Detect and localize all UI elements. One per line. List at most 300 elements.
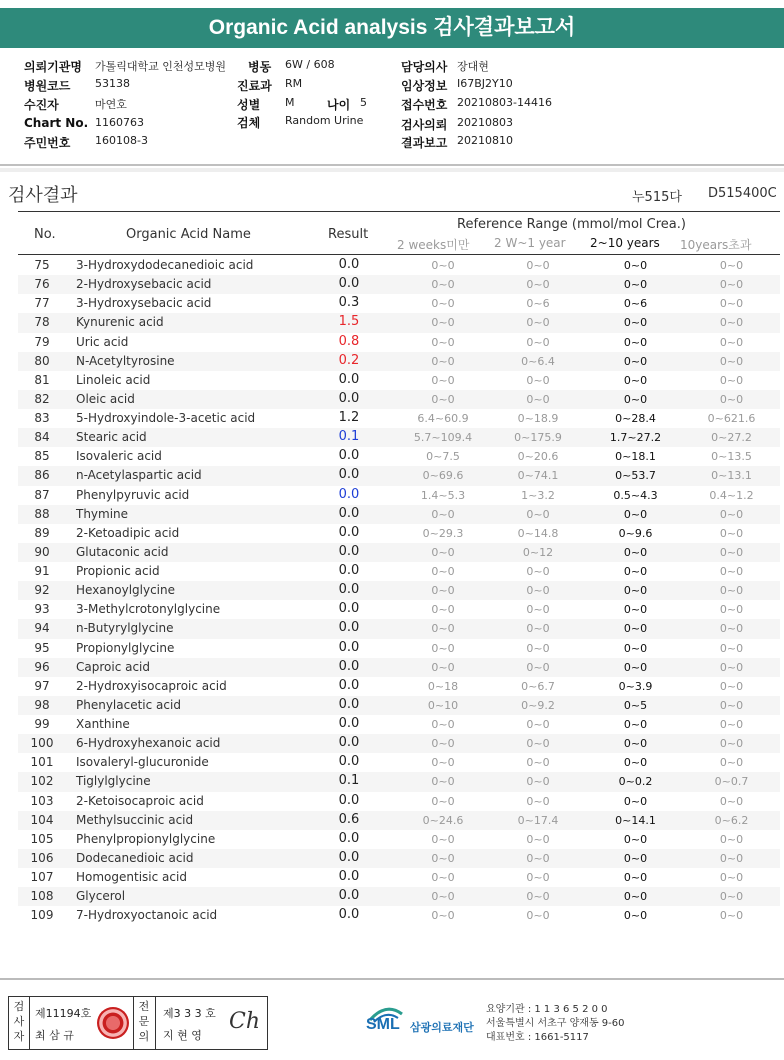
divider (155, 997, 156, 1049)
ref-range-10y-plus: 0~0 (719, 335, 744, 349)
ref-range-2-10y: 0~0 (623, 259, 648, 272)
ref-range-2-10y: 0.5~4.3 (613, 488, 658, 502)
acid-name: 6-Hydroxyhexanoic acid (76, 736, 221, 751)
receipt-no-value: 20210803-14416 (457, 96, 552, 109)
row-no: 78 (34, 315, 50, 330)
ref-range-10y-plus: 0~0 (719, 584, 744, 598)
sex-label: 성별 (237, 98, 261, 112)
result-value: 0.0 (338, 849, 360, 865)
ref-range-2-10y: 0~0 (623, 507, 648, 521)
row-no: 84 (34, 430, 50, 445)
signature: Ch (229, 1009, 261, 1034)
ref-range-2weeks: 0~0 (431, 832, 455, 846)
request-date-value: 20210803 (457, 116, 513, 129)
ref-range-2weeks: 0~0 (431, 297, 455, 311)
ref-range-10y-plus: 0~0 (719, 679, 744, 693)
ref-range-2-10y: 0~0 (623, 737, 648, 751)
table-row (18, 371, 780, 390)
col-header-age3: 2~10 years (590, 236, 660, 250)
divider (0, 164, 784, 166)
ref-range-2-10y: 0~0 (623, 622, 648, 636)
ref-range-2w-1y: 1~3.2 (521, 488, 555, 502)
acid-name: Linoleic acid (76, 372, 151, 387)
footer-contact (486, 1003, 625, 1045)
acid-name: Isovaleryl-glucuronide (76, 755, 209, 770)
ref-range-2w-1y: 0~74.1 (517, 469, 559, 483)
doctor-value: 장대현 (457, 60, 489, 73)
result-value: 0.0 (338, 735, 360, 751)
ref-range-2w-1y: 0~20.6 (517, 450, 559, 464)
row-no: 97 (34, 678, 50, 693)
ref-range-2weeks: 0~0 (431, 316, 455, 330)
ref-range-2w-1y: 0~0 (526, 737, 550, 751)
section-title: 검사결과 (8, 185, 78, 206)
ref-range-2-10y: 0~14.1 (615, 813, 656, 827)
acid-name: Glutaconic acid (76, 544, 169, 559)
clinical-info-label: 임상정보 (401, 79, 448, 93)
report-code-2: D515400C (708, 186, 777, 201)
row-no: 103 (30, 793, 54, 808)
table-row (18, 696, 780, 715)
logo-text: SML (366, 1016, 400, 1033)
ref-range-2w-1y: 0~0 (526, 851, 550, 865)
ref-range-2weeks: 0~0 (431, 775, 455, 789)
ref-range-2-10y: 0~0 (623, 756, 648, 770)
row-no: 81 (34, 372, 50, 387)
table-row (18, 772, 780, 791)
acid-name: Methylsuccinic acid (76, 812, 194, 827)
ref-range-2w-1y: 0~0 (526, 335, 550, 349)
ref-range-2w-1y: 0~0 (526, 278, 550, 292)
clinical-info-value: I67BJ2Y10 (457, 77, 513, 90)
row-no: 104 (30, 812, 54, 827)
ref-range-2weeks: 0~0 (431, 890, 455, 904)
acid-name: n-Acetylaspartic acid (76, 468, 202, 483)
seal-stamp-icon (97, 1007, 129, 1039)
age-value: 5 (360, 96, 367, 109)
acid-name: Hexanoylglycine (76, 583, 176, 598)
row-no: 79 (34, 334, 50, 349)
ref-range-2w-1y: 0~0 (526, 775, 550, 789)
row-no: 106 (30, 850, 54, 865)
row-no: 95 (34, 640, 50, 655)
ref-range-10y-plus: 0~0 (719, 832, 744, 846)
ref-range-2weeks: 0~0 (431, 354, 455, 368)
row-no: 105 (30, 831, 54, 846)
acid-name: 3-Methylcrotonylglycine (76, 602, 221, 617)
ref-range-2w-1y: 0~6 (526, 297, 550, 311)
table-row (18, 313, 780, 332)
ref-range-2w-1y: 0~0 (526, 832, 550, 846)
row-no: 101 (30, 755, 54, 770)
ref-range-2weeks: 0~7.5 (426, 450, 460, 464)
ref-range-2w-1y: 0~0 (526, 909, 550, 923)
table-row (18, 600, 780, 619)
acid-name: Propionic acid (76, 564, 160, 578)
specialist-name: 지 현 영 (163, 1029, 202, 1042)
department-value: RM (285, 77, 303, 90)
result-value: 0.0 (338, 888, 360, 904)
ref-range-2-10y: 0~9.6 (618, 526, 653, 540)
result-value: 0.8 (338, 333, 360, 349)
result-value: 0.0 (338, 505, 360, 521)
report-title: Organic Acid analysis 검사결과보고서 (0, 8, 784, 48)
row-no: 91 (34, 564, 50, 578)
result-value: 0.0 (338, 448, 360, 464)
ref-range-2weeks: 0~0 (431, 373, 455, 387)
acid-name: Phenylacetic acid (76, 697, 181, 712)
acid-name: 2-Hydroxyisocaproic acid (76, 678, 227, 693)
result-value: 0.0 (338, 467, 360, 483)
ref-range-2-10y: 0~0 (623, 871, 648, 884)
acid-name: Oleic acid (76, 391, 135, 406)
row-no: 98 (34, 697, 50, 712)
ref-range-2weeks: 0~0 (431, 718, 455, 731)
ref-range-2w-1y: 0~6.4 (521, 354, 555, 368)
ref-range-2weeks: 5.7~109.4 (413, 431, 473, 445)
institution-label: 의뢰기관명 (24, 60, 82, 74)
result-value: 1.5 (338, 314, 360, 330)
ref-range-2weeks: 6.4~60.9 (417, 412, 469, 425)
ref-range-10y-plus: 0~0 (719, 373, 744, 387)
table-row (18, 581, 780, 600)
request-date-label: 검사의뢰 (401, 118, 448, 132)
ref-range-2weeks: 0~0 (431, 660, 455, 674)
result-value: 0.0 (338, 524, 360, 540)
ref-range-2weeks: 0~0 (431, 794, 455, 808)
ref-range-2weeks: 0~0 (431, 545, 455, 559)
ref-range-2weeks: 0~10 (427, 698, 459, 712)
signature-box (8, 996, 268, 1050)
table-row (18, 849, 780, 868)
result-value: 0.0 (338, 543, 360, 559)
ref-range-2w-1y: 0~0 (526, 794, 550, 808)
ref-range-10y-plus: 0~0 (719, 622, 744, 636)
ref-range-10y-plus: 0~0 (719, 259, 744, 272)
ref-range-2-10y: 0~0 (623, 545, 648, 559)
ref-range-10y-plus: 0~0 (719, 737, 744, 751)
ref-range-10y-plus: 0~13.5 (711, 450, 752, 464)
result-value: 0.3 (338, 295, 360, 311)
ref-range-10y-plus: 0~0 (719, 660, 744, 674)
row-no: 109 (30, 908, 54, 923)
ref-range-2w-1y: 0~0 (526, 641, 550, 655)
table-row (18, 256, 780, 275)
ref-range-10y-plus: 0~0 (719, 909, 744, 923)
acid-name: 3-Hydroxysebacic acid (76, 296, 212, 311)
table-row (18, 887, 780, 906)
acid-name: 2-Ketoadipic acid (76, 525, 180, 540)
result-value: 0.0 (338, 639, 360, 655)
result-value: 0.0 (338, 601, 360, 617)
ref-range-2w-1y: 0~18.9 (517, 412, 559, 425)
acid-name: Dodecanedioic acid (76, 850, 194, 865)
patient-label: 수진자 (24, 98, 59, 112)
doctor-label: 담당의사 (401, 60, 448, 74)
ref-range-2w-1y: 0~0 (526, 660, 550, 674)
acid-name: Homogentisic acid (76, 870, 187, 884)
table-row (18, 390, 780, 409)
ref-range-2-10y: 0~0 (623, 718, 648, 731)
report-code-1: 누515다 (632, 190, 682, 205)
hospital-code-label: 병원코드 (24, 79, 71, 93)
receipt-no-label: 접수번호 (401, 98, 448, 112)
divider (29, 997, 30, 1049)
row-no: 89 (34, 525, 50, 540)
ref-range-2-10y: 0~0 (623, 392, 648, 406)
ref-range-2w-1y: 0~0 (526, 622, 550, 636)
ref-range-2-10y: 0~3.9 (618, 679, 653, 693)
ref-range-10y-plus: 0~0 (719, 756, 744, 770)
ref-range-2weeks: 0~0 (431, 584, 455, 598)
acid-name: Propionylglycine (76, 640, 175, 655)
row-no: 108 (30, 889, 54, 904)
age-label: 나이 (327, 98, 351, 112)
table-row (18, 639, 780, 658)
acid-name: Tiglylglycine (76, 774, 151, 789)
row-no: 94 (34, 621, 50, 636)
ref-range-2weeks: 0~0 (431, 603, 455, 617)
ref-range-2weeks: 0~69.6 (422, 469, 464, 483)
ref-range-2weeks: 0~0 (431, 507, 455, 521)
table-row (18, 658, 780, 677)
address: 서울특별시 서초구 양재동 9-60 (486, 1018, 625, 1029)
result-value: 0.0 (338, 830, 360, 846)
chart-no-value: 1160763 (95, 116, 144, 129)
table-row (18, 792, 780, 811)
row-no: 100 (30, 736, 54, 751)
acid-name: Caproic acid (76, 659, 151, 674)
ref-range-10y-plus: 0~621.6 (707, 412, 756, 425)
ref-range-2weeks: 0~0 (431, 622, 455, 636)
table-row (18, 275, 780, 294)
ward-value: 6W / 608 (285, 58, 335, 71)
result-value: 0.0 (338, 620, 360, 636)
ref-range-10y-plus: 0~0 (719, 871, 744, 884)
specimen-label: 검체 (237, 116, 261, 130)
ref-range-2w-1y: 0~0 (526, 507, 550, 521)
ref-range-10y-plus: 0~0 (719, 316, 744, 330)
specimen-value: Random Urine (285, 114, 364, 127)
result-value: 0.0 (338, 371, 360, 387)
row-no: 75 (34, 258, 50, 272)
acid-name: Isovaleric acid (76, 449, 162, 464)
ref-range-2-10y: 0~0 (623, 890, 648, 904)
result-value: 0.6 (338, 811, 360, 827)
result-value: 0.0 (338, 907, 360, 923)
acid-name: 2-Hydroxysebacic acid (76, 277, 212, 292)
ref-range-2weeks: 0~0 (431, 335, 455, 349)
result-value: 0.1 (338, 429, 360, 445)
ref-range-2-10y: 0~18.1 (615, 450, 656, 464)
ref-range-2-10y: 0~0 (623, 603, 648, 617)
sex-value: M (285, 96, 295, 109)
row-no: 85 (34, 449, 50, 464)
acid-name: 5-Hydroxyindole-3-acetic acid (76, 411, 256, 425)
table-row (18, 447, 780, 466)
table-row (18, 811, 780, 830)
result-value: 0.0 (338, 696, 360, 712)
result-value: 0.0 (338, 677, 360, 693)
ref-range-2w-1y: 0~0 (526, 584, 550, 598)
result-value: 1.2 (338, 410, 360, 425)
ref-range-2w-1y: 0~0 (526, 603, 550, 617)
table-row (18, 505, 780, 524)
ref-range-10y-plus: 0~13.1 (711, 469, 752, 483)
row-no: 80 (34, 353, 50, 368)
col-header-name: Organic Acid Name (126, 227, 251, 242)
ref-range-2weeks: 0~18 (427, 679, 459, 693)
table-row (18, 524, 780, 543)
ref-range-2weeks: 0~0 (431, 909, 455, 923)
acid-name: Thymine (76, 506, 129, 521)
resident-no-value: 160108-3 (95, 134, 148, 147)
acid-name: Stearic acid (76, 430, 147, 445)
ref-range-2-10y: 0~0 (623, 794, 648, 808)
ref-range-2w-1y: 0~0 (526, 392, 550, 406)
ref-range-10y-plus: 0~0 (719, 794, 744, 808)
result-value: 0.0 (338, 563, 360, 578)
table-row (18, 562, 780, 581)
ref-range-2-10y: 0~0 (623, 641, 648, 655)
table-row (18, 868, 780, 887)
ref-range-2-10y: 0~0 (623, 584, 648, 598)
institution-value: 가톨릭대학교 인천성모병원 (95, 60, 227, 73)
ref-range-2-10y: 0~0 (623, 354, 648, 368)
ref-range-2-10y: 0~0.2 (618, 775, 653, 789)
ref-range-2w-1y: 0~0 (526, 259, 550, 272)
ref-range-2w-1y: 0~17.4 (517, 813, 559, 827)
ref-range-2-10y: 0~53.7 (615, 469, 656, 483)
row-no: 93 (34, 602, 50, 617)
ref-range-2w-1y: 0~0 (526, 756, 550, 770)
row-no: 76 (34, 277, 50, 292)
ref-range-2-10y: 1.7~27.2 (609, 431, 662, 445)
row-no: 86 (34, 468, 50, 483)
ref-range-2-10y: 0~0 (623, 851, 648, 865)
table-header-rule (18, 254, 780, 255)
table-row (18, 830, 780, 849)
table-row (18, 294, 780, 313)
row-no: 90 (34, 544, 50, 559)
row-no: 96 (34, 659, 50, 674)
ref-range-2weeks: 0~0 (431, 737, 455, 751)
result-value: 0.2 (338, 352, 360, 368)
ref-range-10y-plus: 0~0 (719, 603, 744, 617)
specialist-no: 제3 3 3 호 (163, 1007, 216, 1020)
hospital-code-value: 53138 (95, 77, 130, 90)
ref-range-2-10y: 0~6 (623, 297, 648, 311)
footer-divider (0, 978, 784, 980)
ref-range-2weeks: 0~0 (431, 565, 455, 578)
ref-range-2w-1y: 0~6.7 (521, 679, 555, 693)
results-table-body (18, 256, 780, 925)
row-no: 102 (30, 774, 54, 789)
ref-range-10y-plus: 0~0 (719, 890, 744, 904)
ref-range-2-10y: 0~0 (623, 565, 648, 578)
result-value: 0.0 (338, 276, 360, 292)
ref-range-2w-1y: 0~175.9 (514, 431, 562, 445)
ward-label: 병동 (248, 60, 272, 74)
report-date-label: 결과보고 (401, 136, 448, 150)
ref-range-2w-1y: 0~0 (526, 890, 550, 904)
ref-range-2-10y: 0~28.4 (615, 412, 656, 425)
ref-range-10y-plus: 0~27.2 (711, 431, 752, 445)
ref-range-2w-1y: 0~0 (526, 373, 550, 387)
col-header-no: No. (34, 227, 56, 242)
ref-range-2weeks: 1.4~5.3 (420, 488, 466, 502)
ref-range-2w-1y: 0~12 (522, 545, 554, 559)
ref-range-2-10y: 0~0 (623, 660, 648, 674)
acid-name: Uric acid (76, 334, 129, 349)
resident-no-label: 주민번호 (24, 136, 71, 150)
acid-name: N-Acetyltyrosine (76, 353, 175, 368)
patient-value: 마연호 (95, 98, 127, 111)
divider (0, 168, 784, 172)
table-row (18, 734, 780, 753)
row-no: 77 (34, 296, 50, 311)
care-institution-no: 요양기관 : 1 1 3 6 5 2 0 0 (486, 1004, 608, 1015)
table-row (18, 466, 780, 485)
ref-range-10y-plus: 0~6.2 (714, 813, 749, 827)
ref-range-10y-plus: 0~0 (719, 526, 744, 540)
ref-range-10y-plus: 0~0 (719, 392, 744, 406)
acid-name: Phenylpyruvic acid (76, 487, 190, 502)
row-no: 88 (34, 506, 50, 521)
acid-name: Kynurenic acid (76, 315, 164, 330)
ref-range-2-10y: 0~5 (623, 698, 648, 712)
row-no: 99 (34, 717, 50, 731)
ref-range-2weeks: 0~29.3 (422, 526, 464, 540)
ref-range-10y-plus: 0~0 (719, 698, 744, 712)
result-value: 0.0 (338, 486, 360, 502)
table-row (18, 333, 780, 352)
result-value: 0.0 (338, 390, 360, 406)
foundation-name: 삼광의료재단 (410, 1021, 474, 1034)
ref-range-2-10y: 0~0 (623, 316, 648, 330)
ref-range-2weeks: 0~24.6 (422, 813, 464, 827)
ref-range-2w-1y: 0~14.8 (517, 526, 559, 540)
acid-name: 7-Hydroxyoctanoic acid (76, 908, 218, 923)
row-no: 107 (30, 870, 54, 884)
ref-range-2-10y: 0~0 (623, 373, 648, 387)
ref-range-2weeks: 0~0 (431, 259, 455, 272)
col-header-age1: 2 weeks미만 (397, 238, 470, 252)
col-header-age2: 2 W~1 year (494, 236, 566, 250)
ref-range-2w-1y: 0~0 (526, 871, 550, 884)
ref-range-10y-plus: 0~0 (719, 354, 744, 368)
chart-no-label: Chart No. (24, 116, 89, 130)
table-row (18, 486, 780, 505)
ref-range-2w-1y: 0~0 (526, 565, 550, 578)
result-value: 0.0 (338, 869, 360, 884)
ref-range-2w-1y: 0~0 (526, 718, 550, 731)
ref-range-10y-plus: 0~0 (719, 545, 744, 559)
ref-range-10y-plus: 0.4~1.2 (709, 488, 754, 502)
result-value: 0.0 (338, 792, 360, 808)
row-no: 82 (34, 391, 50, 406)
col-header-age4: 10years초과 (680, 238, 752, 252)
ref-range-2-10y: 0~0 (623, 278, 648, 292)
ref-range-2weeks: 0~0 (431, 278, 455, 292)
ref-range-2weeks: 0~0 (431, 871, 455, 884)
row-no: 92 (34, 583, 50, 598)
acid-name: 2-Ketoisocaproic acid (76, 793, 204, 808)
table-row (18, 543, 780, 562)
acid-name: Glycerol (76, 889, 126, 904)
ref-range-10y-plus: 0~0.7 (714, 775, 749, 789)
acid-name: 3-Hydroxydodecanedioic acid (76, 258, 254, 272)
